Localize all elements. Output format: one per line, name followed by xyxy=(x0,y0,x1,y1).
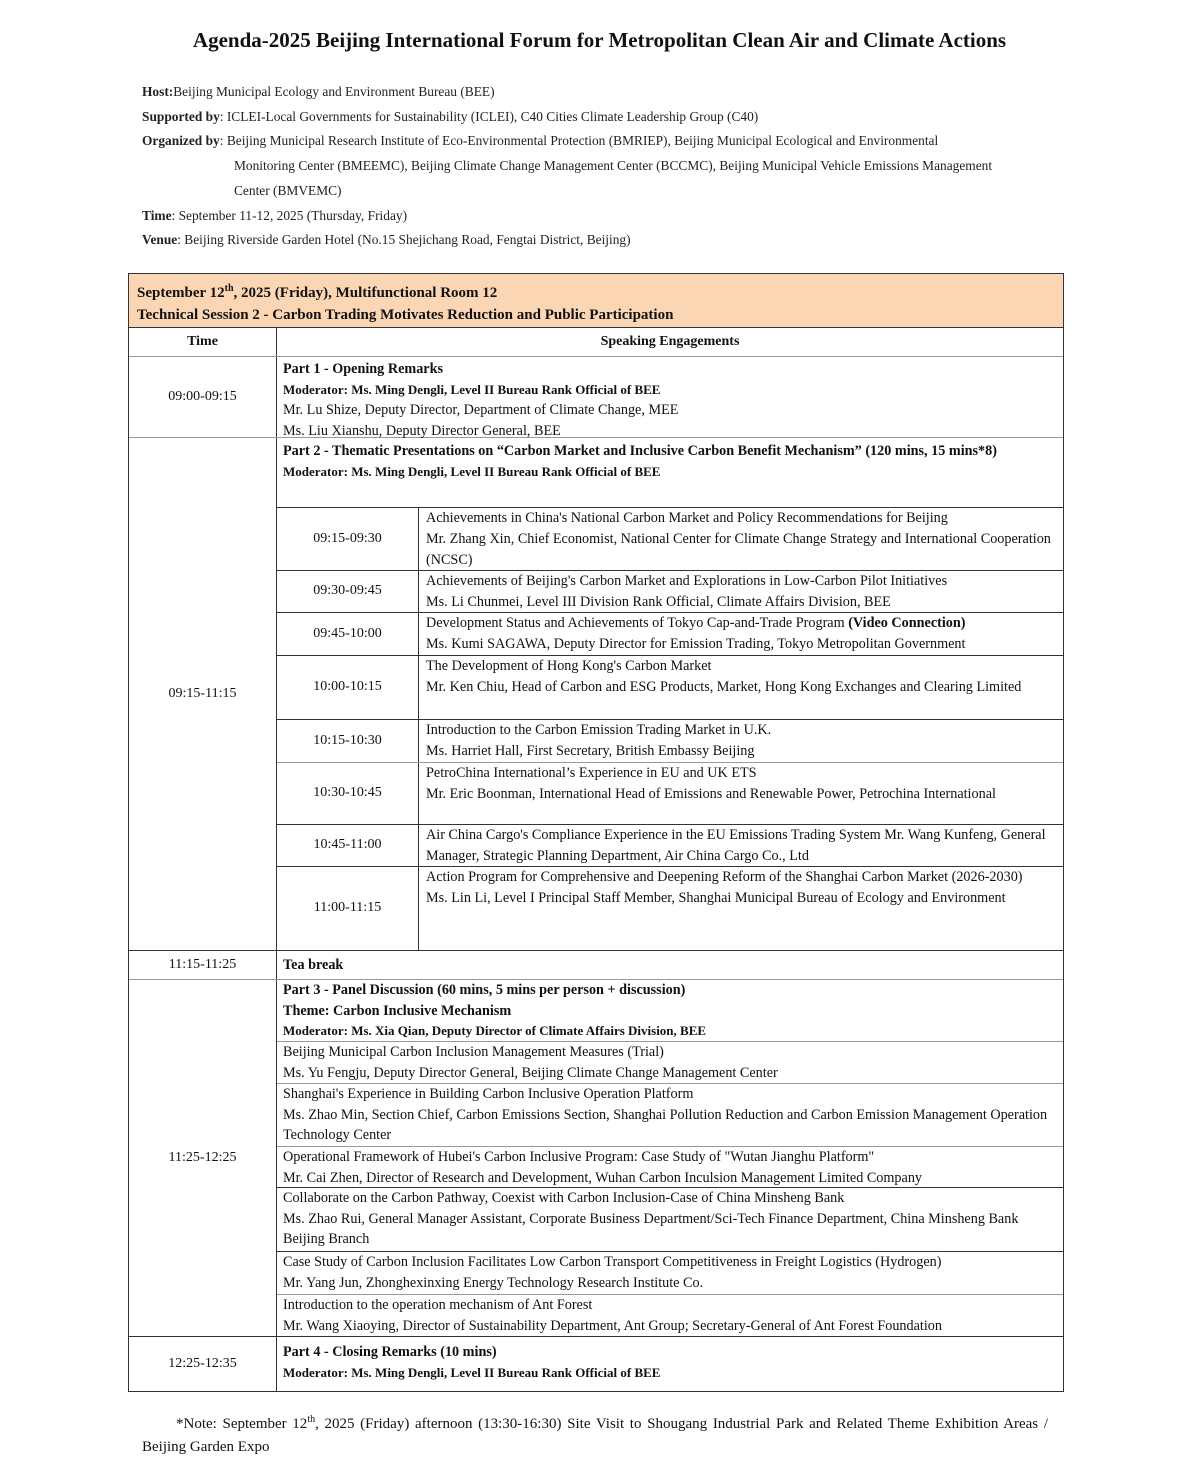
host-label: Host: xyxy=(142,84,174,99)
presentation-time: 09:45-10:00 xyxy=(277,613,419,655)
part4-time: 12:25-12:35 xyxy=(129,1337,277,1391)
event-info xyxy=(142,80,1062,253)
panel-speaker: Mr. Wang Xiaoying, Director of Sustainability Department, Ant Group; Secretary-General of Ant Forest Foundation xyxy=(283,1317,942,1334)
presentation-time: 11:00-11:15 xyxy=(277,867,419,950)
venue-value: : Beijing Riverside Garden Hotel (No.15 Shejichang Road, Fengtai District, Beijing) xyxy=(177,232,631,248)
session-room: , 2025 (Friday), Multifunctional Room 12 xyxy=(233,285,498,301)
supported-label: Supported by xyxy=(142,108,220,124)
host-value: Beijing Municipal Ecology and Environment Bureau (BEE) xyxy=(173,84,495,99)
panel-speaker: Mr. Cai Zhen, Director of Research and Development, Wuhan Carbon Inculsion Management Limited Company xyxy=(283,1169,923,1186)
presentation-topic: Introduction to the Carbon Emission Trading Market in U.K. xyxy=(426,722,772,738)
part2-moderator: Moderator: Ms. Ming Dengli, Level II Bureau Rank Official of BEE xyxy=(283,463,661,479)
session-date-sup: th xyxy=(224,283,234,294)
presentation-topic-text: Development Status and Achievements of Tokyo Cap-and-Trade Program xyxy=(426,615,849,631)
presentation-time: 10:00-10:15 xyxy=(277,656,419,719)
part3-row xyxy=(129,980,1063,1337)
part3-title: Part 3 - Panel Discussion (60 mins, 5 mins per person + discussion) xyxy=(283,982,686,998)
panel-item xyxy=(277,1146,1063,1187)
presentation-topic xyxy=(426,613,1057,634)
part4-body xyxy=(277,1337,1063,1391)
time-row xyxy=(142,204,1062,229)
presentation-time: 10:45-11:00 xyxy=(277,825,419,866)
presentation-speaker: Ms. Harriet Hall, First Secretary, British Embassy Beijing xyxy=(426,742,755,759)
header-time: Time xyxy=(129,328,277,356)
part2-time: 09:15-11:15 xyxy=(129,438,277,950)
panel-item xyxy=(277,1251,1063,1294)
tea-break-row xyxy=(129,951,1063,980)
venue-label: Venue xyxy=(142,232,178,248)
part2-title: Part 2 - Thematic Presentations on “Carbon Market and Inclusive Carbon Benefit Mechanism” (120 mins, 15 mins*8) xyxy=(283,443,997,459)
session-banner xyxy=(129,274,1063,328)
panel-topic: Beijing Municipal Carbon Inclusion Management Measures (Trial) xyxy=(283,1044,664,1060)
presentation-row xyxy=(277,824,1063,866)
presentation-row xyxy=(277,507,1063,570)
venue-row xyxy=(142,228,1062,253)
presentation-row xyxy=(277,612,1063,655)
presentation-row xyxy=(277,762,1063,824)
presentation-row xyxy=(277,655,1063,719)
header-engagements: Speaking Engagements xyxy=(600,334,740,349)
footnote xyxy=(142,1408,1048,1459)
part2-body xyxy=(277,438,1063,950)
part3-time: 11:25-12:25 xyxy=(129,980,277,1336)
presentation-speaker: Mr. Eric Boonman, International Head of Emissions and Renewable Power, Petrochina International xyxy=(426,785,996,802)
agenda-table xyxy=(128,273,1064,1392)
organized-value-cont: Center (BMVEMC) xyxy=(234,182,342,198)
presentation-speaker: Ms. Lin Li, Level I Principal Staff Member, Shanghai Municipal Bureau of Ecology and Environment xyxy=(426,889,1006,906)
time-value: : September 11-12, 2025 (Thursday, Friday) xyxy=(171,207,408,223)
presentation-topic: Achievements of Beijing's Carbon Market and Explorations in Low-Carbon Pilot Initiatives xyxy=(426,573,948,589)
session-date xyxy=(137,278,1055,304)
part1-title: Part 1 - Opening Remarks xyxy=(283,361,443,377)
part2-row xyxy=(129,438,1063,951)
part3-body xyxy=(277,980,1063,1336)
presentation-speaker: Mr. Zhang Xin, Chief Economist, National Center for Climate Change Strategy and International Cooperation (NCSC) xyxy=(426,530,1051,568)
organized-value: : Beijing Municipal Research Institute of Eco-Environmental Protection (BMRIEP), Beijing Municipal Ecological and Environmental xyxy=(219,133,939,149)
table-header xyxy=(129,328,1063,357)
presentation-speaker: Ms. Kumi SAGAWA, Deputy Director for Emission Trading, Tokyo Metropolitan Government xyxy=(426,635,966,652)
presentation-row xyxy=(277,719,1063,762)
panel-topic: Case Study of Carbon Inclusion Facilitates Low Carbon Transport Competitiveness in Freight Logistics (Hydrogen) xyxy=(283,1254,942,1270)
part4-row xyxy=(129,1337,1063,1391)
presentation-row xyxy=(277,570,1063,612)
host-row xyxy=(142,80,1062,105)
panel-speaker: Ms. Zhao Min, Section Chief, Carbon Emissions Section, Shanghai Pollution Reduction and Carbon Emission Management Operation Technology Center xyxy=(283,1106,1048,1144)
session-title: Technical Session 2 - Carbon Trading Motivates Reduction and Public Participation xyxy=(137,307,674,323)
panel-item xyxy=(277,1294,1063,1336)
session-date-main: September 12 xyxy=(137,285,225,301)
tea-break-body xyxy=(277,951,1063,979)
supported-row xyxy=(142,105,1062,130)
panel-speaker: Ms. Zhao Rui, General Manager Assistant, Corporate Business Department/Sci-Tech Finance Department, China Minsheng Bank Beijing Branch xyxy=(283,1210,1019,1248)
presentation-time: 09:15-09:30 xyxy=(277,508,419,570)
page-title: Agenda-2025 Beijing International Forum for Metropolitan Clean Air and Climate Actions xyxy=(192,28,1007,52)
tea-break-time: 11:15-11:25 xyxy=(129,951,277,979)
presentation-topic: PetroChina International’s Experience in EU and UK ETS xyxy=(426,765,757,781)
presentation-topic: Achievements in China's National Carbon Market and Policy Recommendations for Beijing xyxy=(426,510,948,526)
organized-row xyxy=(142,129,1062,154)
panel-speaker: Ms. Yu Fengju, Deputy Director General, Beijing Climate Change Management Center xyxy=(283,1064,778,1081)
supported-value: : ICLEI-Local Governments for Sustainability (ICLEI), C40 Cities Climate Leadership Group (C40) xyxy=(219,108,759,124)
panel-topic: Shanghai's Experience in Building Carbon Inclusive Operation Platform xyxy=(283,1086,694,1102)
part3-moderator: Moderator: Ms. Xia Qian, Deputy Director of Climate Affairs Division, BEE xyxy=(283,1023,707,1039)
presentation-topic: The Development of Hong Kong's Carbon Market xyxy=(426,658,712,674)
presentation-time: 10:15-10:30 xyxy=(277,720,419,762)
panel-topic: Collaborate on the Carbon Pathway, Coexist with Carbon Inclusion-Case of China Minsheng Bank xyxy=(283,1190,845,1206)
tea-break-label: Tea break xyxy=(283,957,344,973)
footnote-text: , 2025 (Friday) afternoon (13:30-16:30) Site Visit to Shougang Industrial Park and Related Theme Exhibition Areas / Beijing Garden Expo xyxy=(142,1416,1048,1455)
video-connection-tag: (Video Connection) xyxy=(848,615,966,631)
presentation-topic: Action Program for Comprehensive and Deepening Reform of the Shanghai Carbon Market (2026-2030) xyxy=(426,869,1023,885)
panel-item xyxy=(277,1083,1063,1146)
part1-row xyxy=(129,357,1063,438)
panel-topic: Operational Framework of Hubei's Carbon Inclusive Program: Case Study of "Wutan Jianghu Platform" xyxy=(283,1149,875,1165)
footnote-prefix: *Note: September 12 xyxy=(176,1416,308,1432)
part4-moderator: Moderator: Ms. Ming Dengli, Level II Bureau Rank Official of BEE xyxy=(283,1364,661,1380)
part3-theme: Theme: Carbon Inclusive Mechanism xyxy=(283,1002,512,1019)
part4-title: Part 4 - Closing Remarks (10 mins) xyxy=(283,1344,497,1360)
time-label: Time xyxy=(142,207,172,223)
presentation-row xyxy=(277,866,1063,950)
presentation-speaker: Ms. Li Chunmei, Level III Division Rank Official, Climate Affairs Division, BEE xyxy=(426,593,891,610)
part1-speaker: Mr. Lu Shize, Deputy Director, Department of Climate Change, MEE xyxy=(283,402,679,419)
presentation-topic: Air China Cargo's Compliance Experience in the EU Emissions Trading System Mr. Wang Kunfeng, General Manager, Strategic Planning Department, Air China Cargo Co., Ltd xyxy=(426,827,1046,864)
footnote-sup: th xyxy=(307,1414,316,1425)
panel-item xyxy=(277,1041,1063,1083)
presentation-speaker: Mr. Ken Chiu, Head of Carbon and ESG Products, Market, Hong Kong Exchanges and Clearing Limited xyxy=(426,678,1022,695)
presentation-time: 09:30-09:45 xyxy=(277,571,419,612)
part1-body xyxy=(277,357,1063,440)
part1-moderator: Moderator: Ms. Ming Dengli, Level II Bureau Rank Official of BEE xyxy=(283,381,661,397)
organized-label: Organized by xyxy=(142,133,220,149)
organized-value-cont: Monitoring Center (BMEEMC), Beijing Climate Change Management Center (BCCMC), Beijing Municipal Vehicle Emissions Management xyxy=(234,158,993,174)
part1-speaker: Ms. Liu Xianshu, Deputy Director General, BEE xyxy=(283,423,561,440)
panel-item xyxy=(277,1187,1063,1251)
presentation-time: 10:30-10:45 xyxy=(277,763,419,824)
panel-speaker: Mr. Yang Jun, Zhonghexinxing Energy Technology Research Institute Co. xyxy=(283,1274,704,1291)
part1-time: 09:00-09:15 xyxy=(129,357,277,437)
panel-topic: Introduction to the operation mechanism of Ant Forest xyxy=(283,1297,593,1313)
